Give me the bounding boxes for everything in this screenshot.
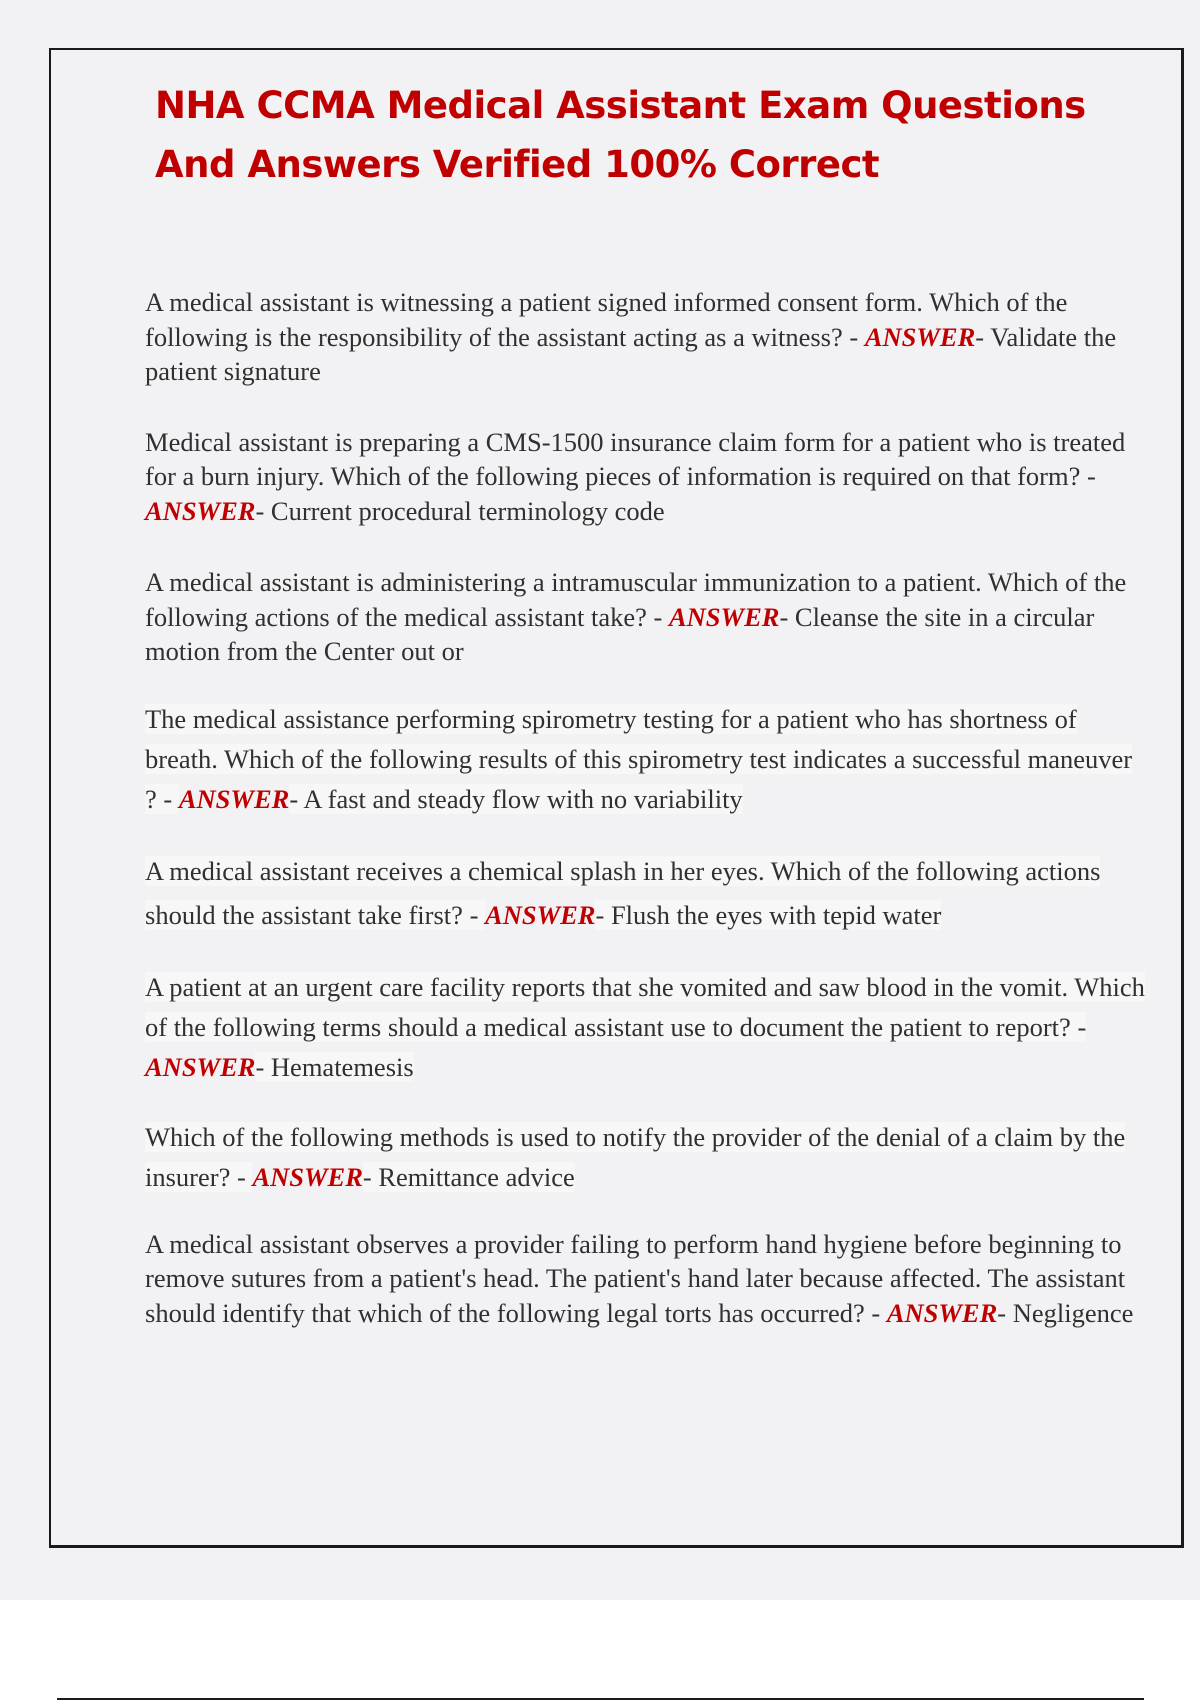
question-text: A medical assistant is witnessing a patient signed informed consent form. Which of the following is the responsibility of the assistant acting as a witness? xyxy=(145,287,1068,352)
qa-list xyxy=(145,285,1145,1330)
separator: - xyxy=(255,495,271,526)
separator: - xyxy=(779,601,795,632)
separator: - xyxy=(864,1297,887,1328)
answer-label: ANSWER xyxy=(485,899,596,930)
question-text: A patient at an urgent care facility reports that she vomited and saw blood in the vomit. Which of the following terms should a medical assistant use to document the patient to report? xyxy=(145,971,1145,1042)
answer-text: A fast and steady flow with no variability xyxy=(303,783,743,814)
qa-item xyxy=(145,967,1145,1087)
separator: - xyxy=(842,321,865,352)
qa-item xyxy=(145,699,1145,819)
answer-text: Flush the eyes with tepid water xyxy=(610,899,942,930)
answer-text: Remittance advice xyxy=(378,1161,575,1192)
qa-item xyxy=(145,285,1145,389)
separator: - xyxy=(1080,461,1096,491)
separator: - xyxy=(230,1161,253,1192)
question-text: Which of the following methods is used to notify the provider of the denial of a claim by the insurer? xyxy=(145,1121,1126,1192)
document-page xyxy=(49,48,1184,1548)
separator: - xyxy=(595,899,611,930)
separator: - xyxy=(1070,1011,1087,1042)
separator: - xyxy=(646,601,669,632)
answer-text: Cleanse the site in a circular motion from the Center out or xyxy=(145,601,1095,666)
separator: - xyxy=(997,1297,1013,1328)
answer-label: ANSWER xyxy=(145,1051,256,1082)
answer-label: ANSWER xyxy=(668,601,780,632)
answer-label: ANSWER xyxy=(864,321,976,352)
separator: - xyxy=(462,899,486,930)
separator: - xyxy=(255,1051,271,1082)
answer-text: Hematemesis xyxy=(270,1051,414,1082)
answer-label: ANSWER xyxy=(886,1297,998,1328)
question-text: The medical assistance performing spirometry testing for a patient who has shortness of breath. Which of the following results of this spirometry test indicates a successful maneuver ? xyxy=(145,703,1133,814)
answer-text: Negligence xyxy=(1012,1297,1134,1328)
separator: - xyxy=(362,1161,379,1192)
qa-item xyxy=(145,1227,1145,1331)
answer-label: ANSWER xyxy=(145,495,256,526)
qa-item xyxy=(145,425,1145,529)
separator: - xyxy=(975,321,991,352)
answer-text: Validate the patient signature xyxy=(145,321,1117,386)
answer-label: ANSWER xyxy=(252,1161,363,1192)
answer-label: ANSWER xyxy=(178,783,290,814)
question-text: A medical assistant observes a provider failing to perform hand hygiene before beginning to remove sutures from a patient's head. The patient's hand later because affected. The assistant should identify that which of the following legal torts has occurred? xyxy=(145,1228,1126,1328)
qa-item xyxy=(145,565,1145,669)
question-text: Medical assistant is preparing a CMS-1500 insurance claim form for a patient who is treated for a burn injury. Which of the following pieces of information is required on that form? xyxy=(145,426,1126,491)
question-text: A medical assistant is administering a intramuscular immunization to a patient. Which of the following actions of the medical assistant take? xyxy=(145,567,1127,632)
qa-item xyxy=(145,1117,1145,1197)
qa-item xyxy=(145,849,1145,937)
answer-text: Current procedural terminology code xyxy=(270,495,665,526)
question-text: A medical assistant receives a chemical splash in her eyes. Which of the following actions should the assistant take first? xyxy=(145,855,1101,930)
document-title: NHA CCMA Medical Assistant Exam Questions And Answers Verified 100% Correct xyxy=(155,84,1086,186)
separator: - xyxy=(156,783,179,814)
separator: - xyxy=(289,783,304,814)
